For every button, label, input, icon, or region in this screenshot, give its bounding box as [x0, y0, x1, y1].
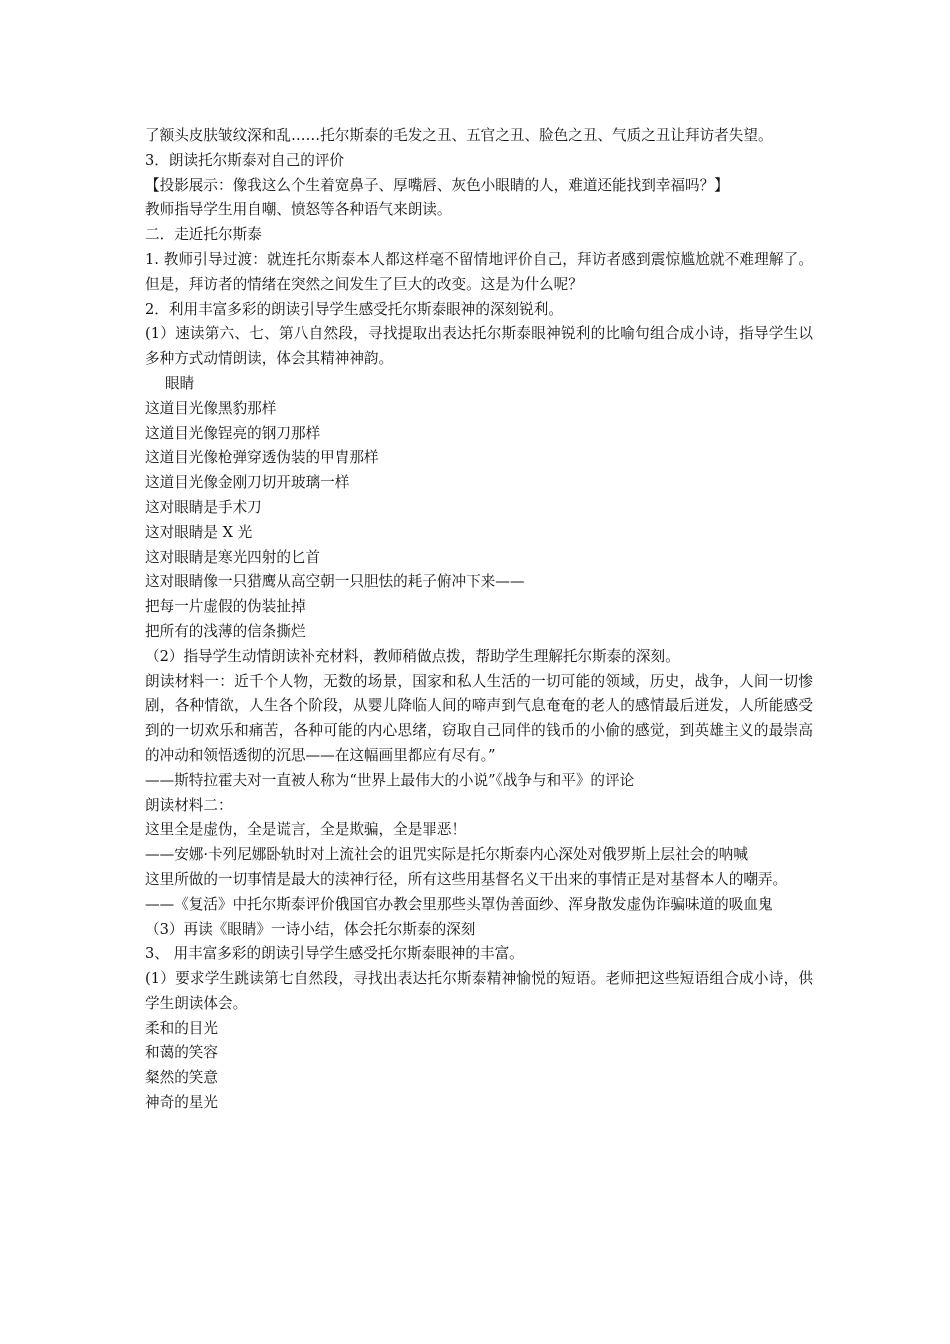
projection-quote: 【投影展示：像我这么个生着宽鼻子、厚嘴唇、灰色小眼睛的人，难道还能找到幸福吗？】	[145, 176, 729, 194]
paragraph-continuation: 了额头皮肤皱纹深和乱……托尔斯泰的毛发之丑、五官之丑、脸色之丑、气质之丑让拜访者失望。	[145, 127, 773, 144]
paragraph: (1）要求学生跳读第七自然段，寻找出表达托尔斯泰精神愉悦的短语。老师把这些短语组合成小诗，供学生朗读体会。	[145, 970, 813, 1012]
section-heading-2: 二．走近托尔斯泰	[145, 226, 262, 244]
poem-line: 这道目光像枪弹穿透伪装的甲胄那样	[145, 449, 379, 467]
poem-line: 把所有的浅薄的信条撕烂	[145, 622, 306, 640]
paragraph: 2．利用丰富多彩的朗读引导学生感受托尔斯泰眼神的深刻锐利。	[145, 300, 563, 318]
poem-line: 神奇的星光	[145, 1094, 218, 1112]
paragraph: 教师指导学生用自嘲、愤怒等各种语气来朗读。	[145, 201, 452, 219]
poem-line: 这对眼睛是 X 光	[145, 523, 253, 541]
poem-line: 这道目光像金刚刀切开玻璃一样	[145, 474, 350, 492]
poem-line: 柔和的目光	[145, 1019, 218, 1037]
poem-line: 这道目光像黑豹那样	[145, 399, 277, 417]
attribution: ——斯特拉霍夫对一直被人称为“世界上最伟大的小说”《战争与和平》的评论	[145, 771, 635, 789]
reading-material-2-label: 朗读材料二：	[145, 796, 233, 814]
poem-line: 这对眼睛像一只猎鹰从高空朝一只胆怯的耗子俯冲下来——	[145, 573, 525, 591]
attribution: ——《复活》中托尔斯泰评价俄国官办教会里那些头罩伪善面纱、浑身散发虚伪诈骗味道的吸血鬼	[145, 895, 773, 913]
reading-material-1: 朗读材料一：近千个人物，无数的场景，国家和私人生活的一切可能的领域，历史，战争，人间一切惨剧，各种情欲，人生各个阶段，从婴儿降临人间的啼声到气息奄奄的老人的感情最后迸发，人所能感受到的一切欢乐和痛苦，各种可能的内心思绪，窃取自己同伴的钱币的小偷的感觉，到英雄主义的最崇高的冲动和领悟透彻的沉思——在这幅画里都应有尽有。”	[145, 672, 813, 764]
document-page	[145, 124, 813, 1116]
section-heading-3: 3．朗读托尔斯泰对自己的评价	[145, 151, 345, 169]
poem-line: 这道目光像锃亮的钢刀那样	[145, 424, 321, 442]
quote: 这里所做的一切事情是最大的渎神行径，所有这些用基督名义干出来的事情正是对基督本人的嘲弄。	[145, 870, 788, 888]
poem-line: 粲然的笑意	[145, 1069, 218, 1087]
paragraph: (1）速读第六、七、第八自然段，寻找提取出表达托尔斯泰眼神锐利的比喻句组合成小诗，指导学生以多种方式动情朗读，体会其精神神韵。	[145, 325, 813, 368]
poem-line: 和蔼的笑容	[145, 1044, 218, 1062]
poem-line: 把每一片虚假的伪装扯掉	[145, 598, 306, 616]
paragraph: （2）指导学生动情朗读补充材料，教师稍做点拨，帮助学生理解托尔斯泰的深刻。	[145, 647, 680, 665]
poem-line: 这对眼睛是寒光四射的匕首	[145, 548, 321, 566]
paragraph: （3）再读《眼睛》一诗小结，体会托尔斯泰的深刻	[145, 920, 476, 938]
section-heading-3b: 3、 用丰富多彩的朗读引导学生感受托尔斯泰眼神的丰富。	[145, 945, 524, 963]
attribution: ——安娜·卡列尼娜卧轨时对上流社会的诅咒实际是托尔斯泰内心深处对俄罗斯上层社会的呐喊	[145, 846, 748, 864]
poem-title: 眼睛	[165, 374, 195, 392]
paragraph: 1. 教师引导过渡：就连托尔斯泰本人都这样毫不留情地评价自己，拜访者感到震惊尴尬就不难理解了。但是，拜访者的情绪在突然之间发生了巨大的改变。这是为什么呢？	[145, 250, 813, 293]
poem-line: 这对眼睛是手术刀	[145, 498, 262, 516]
quote: 这里全是虚伪，全是谎言，全是欺骗，全是罪恶！	[145, 821, 467, 839]
